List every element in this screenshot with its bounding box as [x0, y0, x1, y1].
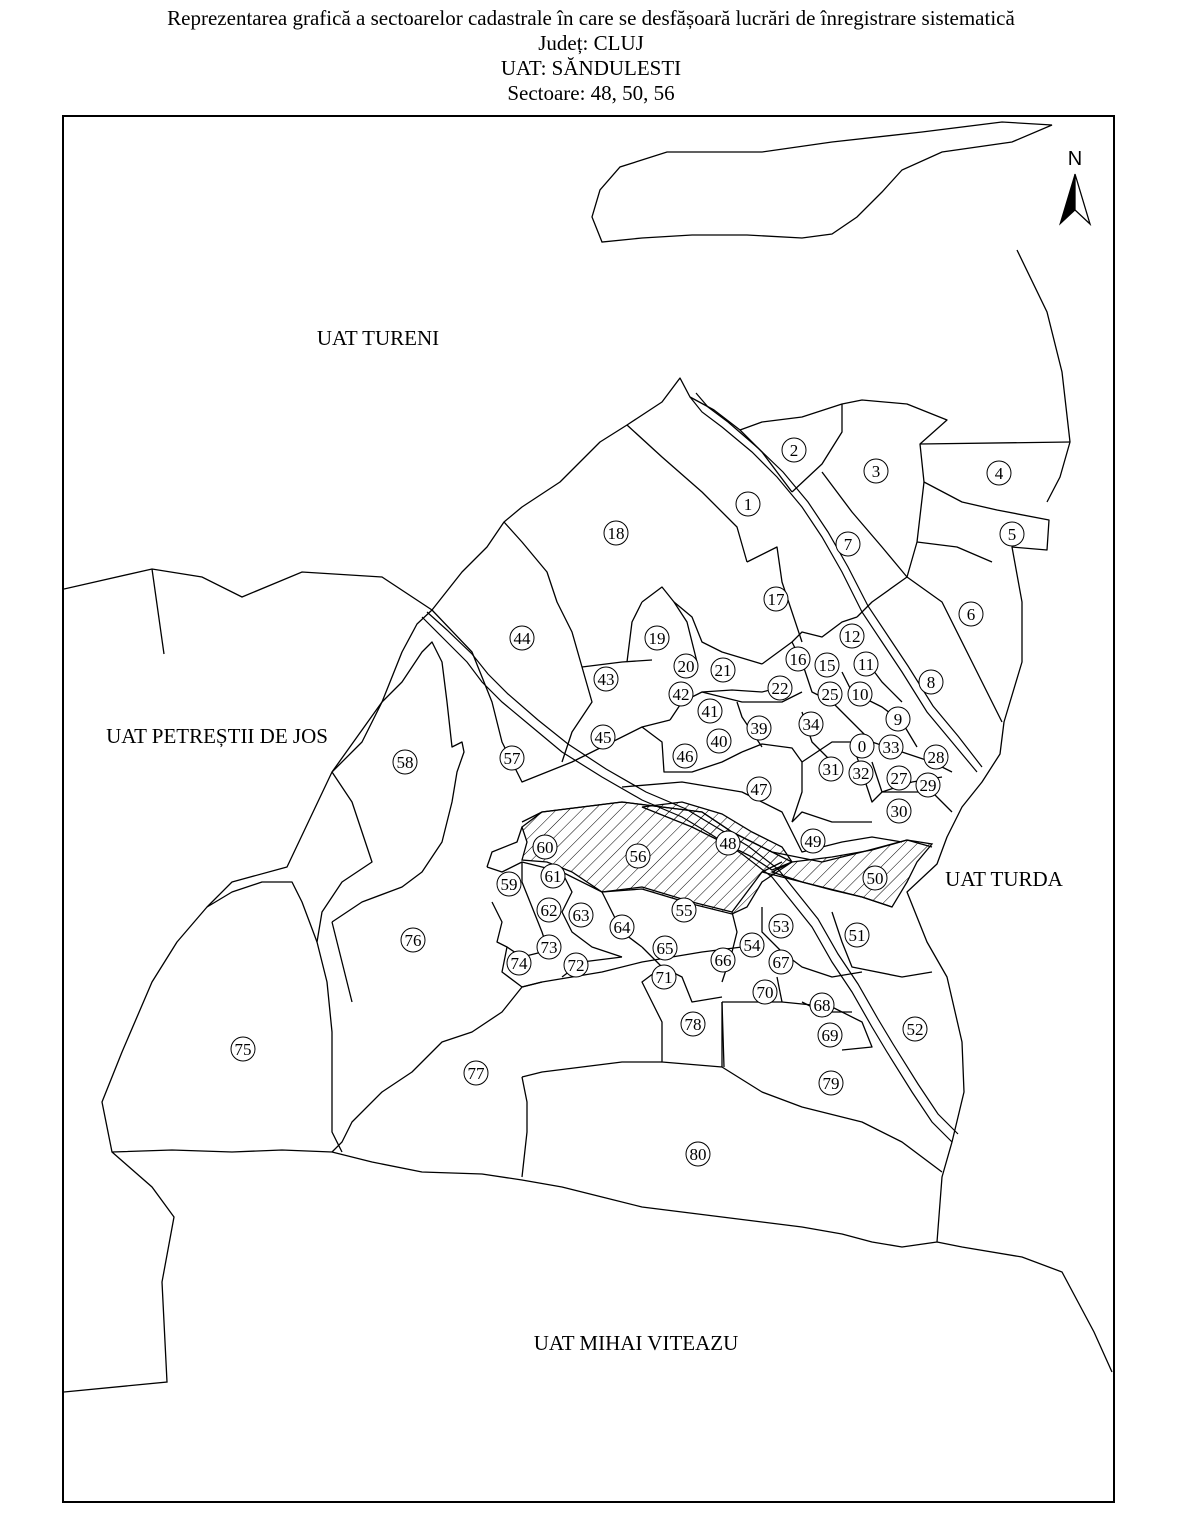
sector-number: 54	[743, 936, 761, 955]
sector-number: 5	[1007, 525, 1017, 544]
sector-marker-42[interactable]	[669, 682, 693, 706]
sector-number: 64	[613, 918, 631, 937]
sector-marker-1[interactable]	[736, 492, 760, 516]
sector-marker-61[interactable]	[541, 864, 565, 888]
sector-marker-47[interactable]	[747, 777, 771, 801]
sector-number: 67	[772, 953, 790, 972]
sector-number: 74	[510, 954, 528, 973]
sector-number: 16	[789, 650, 807, 669]
neighbor-label-mihai-viteazu: UAT MIHAI VITEAZU	[533, 1331, 739, 1355]
sector-marker-59[interactable]	[497, 872, 521, 896]
sector-number: 11	[857, 655, 875, 674]
sector-number: 41	[701, 702, 719, 721]
sector-marker-55[interactable]	[672, 898, 696, 922]
sector-number: 46	[676, 747, 694, 766]
sector-number: 50	[866, 869, 884, 888]
sector-number: 31	[822, 760, 840, 779]
title-line-county: Județ: CLUJ	[538, 31, 644, 55]
sector-56-area[interactable]	[522, 802, 792, 914]
sector-marker-28[interactable]	[924, 745, 948, 769]
sector-number: 22	[771, 679, 789, 698]
sector-marker-15[interactable]	[815, 653, 839, 677]
sector-marker-25[interactable]	[818, 682, 842, 706]
sector-number: 79	[822, 1074, 840, 1093]
sector-marker-68[interactable]	[810, 993, 834, 1017]
sector-number: 1	[743, 495, 753, 514]
sector-marker-39[interactable]	[747, 716, 771, 740]
sector-number: 28	[927, 748, 945, 767]
sector-number: 70	[756, 983, 774, 1002]
sector-marker-32[interactable]	[849, 761, 873, 785]
map-title	[0, 6, 1182, 106]
sector-marker-77[interactable]	[464, 1061, 488, 1085]
sector-number: 75	[234, 1040, 252, 1059]
sector-marker-72[interactable]	[564, 953, 588, 977]
sector-number: 9	[893, 710, 903, 729]
sector-number: 27	[890, 769, 908, 788]
sector-marker-29[interactable]	[916, 773, 940, 797]
sector-marker-34[interactable]	[799, 712, 823, 736]
sector-number: 34	[802, 715, 820, 734]
sector-number: 4	[994, 464, 1004, 483]
hatched-sectors	[522, 802, 932, 914]
sector-marker-12[interactable]	[840, 624, 864, 648]
sector-marker-80[interactable]	[686, 1142, 710, 1166]
sector-number: 55	[675, 901, 693, 920]
sector-marker-41[interactable]	[698, 699, 722, 723]
sector-number: 68	[813, 996, 831, 1015]
sector-marker-66[interactable]	[711, 948, 735, 972]
sector-number: 43	[597, 670, 615, 689]
sector-number: 62	[540, 901, 558, 920]
sector-marker-21[interactable]	[711, 658, 735, 682]
sector-marker-45[interactable]	[591, 725, 615, 749]
sector-marker-52[interactable]	[903, 1017, 927, 1041]
sector-marker-73[interactable]	[537, 935, 561, 959]
sector-marker-46[interactable]	[673, 744, 697, 768]
sector-number: 18	[607, 524, 625, 543]
title-line-uat: UAT: SĂNDULESTI	[500, 56, 682, 80]
sector-marker-69[interactable]	[818, 1023, 842, 1047]
sector-marker-5[interactable]	[1000, 522, 1024, 546]
sector-marker-4[interactable]	[987, 461, 1011, 485]
sector-number: 33	[882, 738, 900, 757]
north-label: N	[1067, 148, 1083, 170]
sector-number: 40	[710, 732, 728, 751]
sector-marker-22[interactable]	[768, 676, 792, 700]
sector-marker-63[interactable]	[569, 903, 593, 927]
sector-marker-76[interactable]	[401, 928, 425, 952]
sector-marker-44[interactable]	[510, 626, 534, 650]
sector-markers	[231, 438, 1024, 1166]
map-frame	[62, 115, 1115, 1503]
sector-marker-11[interactable]	[854, 652, 878, 676]
sector-marker-3[interactable]	[864, 459, 888, 483]
sector-number: 19	[648, 629, 666, 648]
sector-number: 49	[804, 832, 822, 851]
sector-number: 47	[750, 780, 768, 799]
sector-number: 10	[851, 685, 869, 704]
sector-marker-78[interactable]	[681, 1012, 705, 1036]
sector-number: 52	[906, 1020, 924, 1039]
sector-50-area[interactable]	[772, 840, 932, 907]
title-line-1: Reprezentarea grafică a sectoarelor cadastrale în care se desfășoară lucrări de înregistrare sistematică	[167, 6, 1015, 30]
sector-marker-0[interactable]	[850, 734, 874, 758]
sector-number: 44	[513, 629, 531, 648]
sector-marker-53[interactable]	[769, 914, 793, 938]
sector-number: 71	[655, 968, 673, 987]
sector-number: 65	[656, 939, 674, 958]
sector-number: 58	[396, 753, 414, 772]
sector-number: 3	[871, 462, 881, 481]
sector-number: 80	[689, 1145, 707, 1164]
sector-marker-75[interactable]	[231, 1037, 255, 1061]
sector-marker-31[interactable]	[819, 757, 843, 781]
sector-number: 6	[966, 605, 976, 624]
sector-marker-6[interactable]	[959, 602, 983, 626]
sector-number: 30	[890, 802, 908, 821]
sector-marker-57[interactable]	[500, 746, 524, 770]
sector-marker-58[interactable]	[393, 750, 417, 774]
sector-number: 61	[544, 867, 562, 886]
sector-number: 25	[821, 685, 839, 704]
sector-marker-60[interactable]	[533, 835, 557, 859]
sector-number: 12	[843, 627, 861, 646]
sector-number: 39	[750, 719, 768, 738]
sector-number: 42	[672, 685, 690, 704]
sector-marker-33[interactable]	[879, 735, 903, 759]
sector-number: 76	[404, 931, 422, 950]
sector-number: 21	[714, 661, 732, 680]
sector-number: 8	[926, 673, 936, 692]
sector-marker-2[interactable]	[782, 438, 806, 462]
sector-number: 53	[772, 917, 790, 936]
sector-marker-27[interactable]	[887, 766, 911, 790]
sector-number: 48	[719, 834, 737, 853]
sector-number: 45	[594, 728, 612, 747]
sector-marker-65[interactable]	[653, 936, 677, 960]
sector-marker-48[interactable]	[716, 831, 740, 855]
sector-marker-8[interactable]	[919, 670, 943, 694]
sector-marker-70[interactable]	[753, 980, 777, 1004]
sector-marker-71[interactable]	[652, 965, 676, 989]
sector-number: 63	[572, 906, 590, 925]
sector-marker-40[interactable]	[707, 729, 731, 753]
sector-number: 51	[848, 926, 866, 945]
sector-number: 78	[684, 1015, 702, 1034]
sector-marker-7[interactable]	[836, 532, 860, 556]
neighbor-label-turda: UAT TURDA	[945, 867, 1063, 891]
sector-marker-51[interactable]	[845, 923, 869, 947]
sector-number: 73	[540, 938, 558, 957]
sector-marker-43[interactable]	[594, 667, 618, 691]
sector-number: 0	[857, 737, 867, 756]
sector-marker-20[interactable]	[674, 654, 698, 678]
sector-marker-50[interactable]	[863, 866, 887, 890]
sector-number: 56	[629, 847, 647, 866]
sector-marker-16[interactable]	[786, 647, 810, 671]
sector-marker-30[interactable]	[887, 799, 911, 823]
north-arrow	[1060, 148, 1090, 224]
sector-number: 66	[714, 951, 732, 970]
sector-number: 2	[789, 441, 799, 460]
sector-number: 20	[677, 657, 695, 676]
sector-marker-18[interactable]	[604, 521, 628, 545]
neighbor-label-petrestii: UAT PETREȘTII DE JOS	[106, 724, 328, 748]
sector-marker-10[interactable]	[848, 682, 872, 706]
sector-number: 7	[843, 535, 853, 554]
cadastral-map	[64, 117, 1113, 1501]
sector-number: 15	[818, 656, 836, 675]
title-line-sectors: Sectoare: 48, 50, 56	[507, 81, 675, 105]
sector-marker-62[interactable]	[537, 898, 561, 922]
sector-number: 72	[567, 956, 585, 975]
sector-number: 29	[919, 776, 937, 795]
sector-marker-17[interactable]	[764, 587, 788, 611]
sector-marker-64[interactable]	[610, 915, 634, 939]
sector-marker-79[interactable]	[819, 1071, 843, 1095]
sector-number: 77	[467, 1064, 485, 1083]
sector-marker-74[interactable]	[507, 951, 531, 975]
sector-number: 69	[821, 1026, 839, 1045]
sector-number: 17	[767, 590, 785, 609]
sector-marker-56[interactable]	[626, 844, 650, 868]
sector-number: 57	[503, 749, 521, 768]
north-arrow-icon	[1060, 174, 1075, 224]
sector-number: 32	[852, 764, 870, 783]
sector-number: 60	[536, 838, 554, 857]
sector-marker-19[interactable]	[645, 626, 669, 650]
sector-marker-49[interactable]	[801, 829, 825, 853]
sector-marker-54[interactable]	[740, 933, 764, 957]
sector-marker-67[interactable]	[769, 950, 793, 974]
sector-number: 59	[500, 875, 518, 894]
neighbor-label-tureni: UAT TURENI	[316, 326, 440, 350]
sector-marker-9[interactable]	[886, 707, 910, 731]
